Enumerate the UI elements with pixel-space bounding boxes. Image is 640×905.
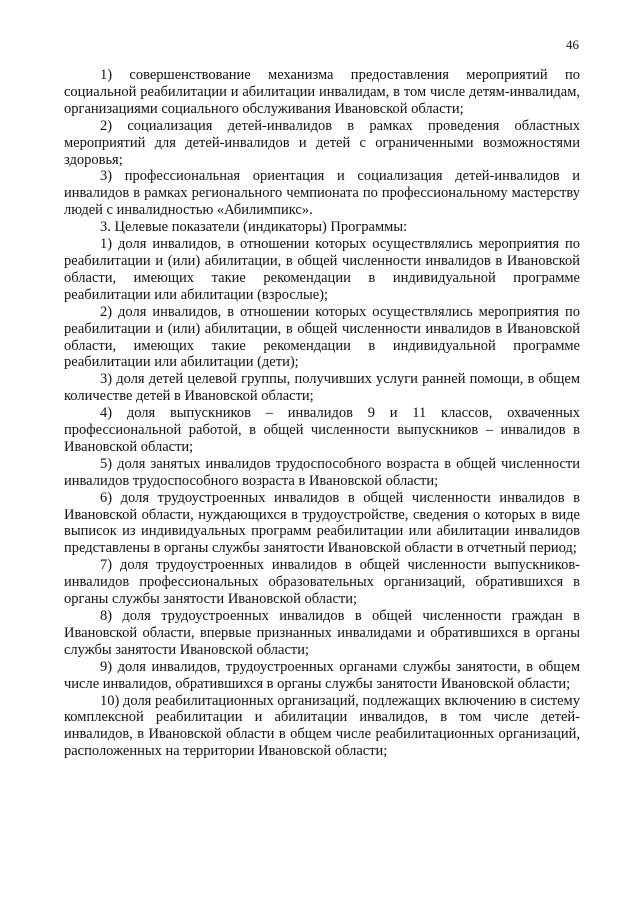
- page-number: 46: [566, 37, 579, 52]
- paragraph-indicator-9: 9) доля инвалидов, трудоустроенных органами службы занятости, в общем числе инвалидов, обратившихся в органы службы занятости Ивановской области;: [64, 658, 580, 692]
- section-heading-indicators: 3. Целевые показатели (индикаторы) Программы:: [100, 219, 408, 236]
- paragraph-indicator-3: 3) доля детей целевой группы, получивших услуги ранней помощи, в общем количестве детей в Ивановской области;: [64, 371, 580, 405]
- paragraph-measure-2: 2) социализация детей-инвалидов в рамках проведения областных мероприятий для детей-инвалидов и детей с ограниченными возможностями здоровья;: [64, 117, 580, 168]
- paragraph-indicator-6: 6) доля трудоустроенных инвалидов в общей численности инвалидов в Ивановской области, нуждающихся в трудоустройстве, сведения о которых в виде выписок из индивидуальных программ реабилитации или абилитации инвалидов представлены в органы службы занятости Ивановской области в отчетный период;: [64, 489, 580, 557]
- paragraph-indicator-5: 5) доля занятых инвалидов трудоспособного возраста в общей численности инвалидов трудоспособного возраста в Ивановской области;: [64, 455, 580, 489]
- paragraph-indicator-8: 8) доля трудоустроенных инвалидов в общей численности граждан в Ивановской области, впервые признанных инвалидами и обратившихся в органы службы занятости Ивановской области;: [64, 608, 580, 658]
- paragraph-indicator-2: 2) доля инвалидов, в отношении которых осуществлялись мероприятия по реабилитации и (или) абилитации, в общей численности инвалидов в Ивановской области, имеющих такие рекомендации в индивидуальной программе реабилитации или абилитации (дети);: [64, 303, 580, 371]
- paragraph-indicator-1: 1) доля инвалидов, в отношении которых осуществлялись мероприятия по реабилитации и (или) абилитации, в общей численности инвалидов в Ивановской области, имеющих такие рекомендации в индивидуальной программе реабилитации или абилитации (взрослые);: [64, 236, 580, 303]
- paragraph-measure-3: 3) профессиональная ориентация и социализация детей-инвалидов и инвалидов в рамках регионального чемпионата по профессиональному мастерству людей с инвалидностью «Абилимпикс».: [64, 168, 580, 219]
- document-body: [64, 67, 580, 760]
- paragraph-indicator-4: 4) доля выпускников – инвалидов 9 и 11 классов, охваченных профессиональной работой, в общей численности выпускников – инвалидов в Ивановской области;: [64, 405, 580, 455]
- paragraph-indicator-10: 10) доля реабилитационных организаций, подлежащих включению в систему комплексной реабилитации и абилитации инвалидов, в том числе детей-инвалидов, в Ивановской области в общем числе реабилитационных организаций, расположенных на территории Ивановской области;: [64, 692, 580, 760]
- paragraph-measure-1: 1) совершенствование механизма предоставления мероприятий по социальной реабилитации и абилитации инвалидам, в том числе детям-инвалидам, организациями социального обслуживания Ивановской области;: [64, 67, 580, 117]
- paragraph-indicator-7: 7) доля трудоустроенных инвалидов в общей численности выпускников-инвалидов профессиональных образовательных организаций, обратившихся в органы службы занятости Ивановской области;: [64, 557, 580, 608]
